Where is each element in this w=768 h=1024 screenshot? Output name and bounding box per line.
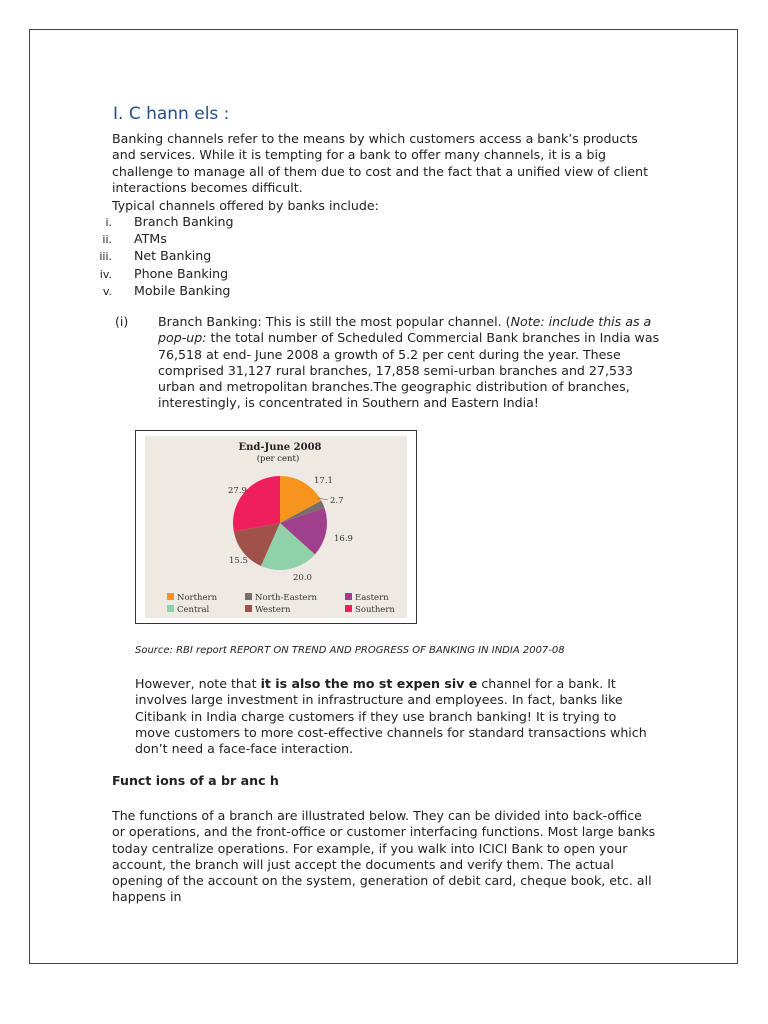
list-number: v. — [102, 284, 112, 298]
legend-label-southern: Southern — [355, 605, 395, 615]
intro-paragraph: Banking channels refer to the means by which customers access a bank’s products and services. While it is tempting for a bank to offer many channels, it is a big challenge to manage all of them due to cost and the fact that a unified view of client interactions becomes difficult. — [112, 131, 649, 195]
legend-swatch-north-eastern — [245, 593, 252, 600]
chart-source: Source: RBI report REPORT ON TREND AND PROGRESS OF BANKING IN INDIA 2007-08 — [135, 645, 565, 656]
list-label: ATMs — [134, 231, 167, 247]
list-number: iii. — [99, 250, 112, 264]
functions-paragraph: The functions of a branch are illustrated below. They can be divided into back-office or operations, and the front-office or customer interfacing functions. Most large banks today centralize operations. For example, if you walk into ICICI Bank to open your account, the branch will just accept the documents and verify them. The actual opening of the account on the system, generation of debit card, cheque book, etc. all happens in — [112, 808, 656, 905]
list-number: iv. — [99, 267, 112, 281]
legend-label-north-eastern: North-Eastern — [255, 593, 317, 603]
pie-label-central: 20.0 — [293, 573, 312, 583]
legend-label-central: Central — [177, 605, 210, 615]
typical-channels-label: Typical channels offered by banks include: — [112, 198, 379, 213]
chart-subtitle: (per cent) — [256, 454, 300, 464]
list-label: Phone Banking — [134, 265, 229, 281]
channel-list — [82, 214, 234, 300]
legend-label-eastern: Eastern — [355, 593, 389, 603]
branch-banking-body — [158, 314, 663, 412]
list-item — [82, 214, 234, 231]
legend-label-northern: Northern — [177, 593, 218, 603]
legend-swatch-northern — [167, 593, 174, 600]
legend-swatch-central — [167, 605, 174, 612]
legend-swatch-western — [245, 605, 252, 612]
legend-swatch-eastern — [345, 593, 352, 600]
list-label: Net Banking — [134, 248, 212, 264]
chart-title: End-June 2008 — [238, 442, 322, 453]
list-item — [82, 248, 234, 265]
pie-label-eastern: 16.9 — [334, 534, 353, 544]
list-item — [82, 266, 234, 283]
pie-label-southern: 27.9 — [228, 486, 247, 496]
list-number: i. — [105, 216, 112, 229]
paragraph-marker: (i) — [115, 314, 129, 329]
pie-label-northern: 17.1 — [314, 476, 333, 486]
cost-paragraph — [135, 676, 655, 757]
popup-note: Note: include this as a pop-up: — [158, 314, 652, 346]
cost-emphasis: it is also the mo st expen siv e — [260, 676, 478, 691]
pie-label-western: 15.5 — [229, 556, 248, 566]
list-item — [82, 283, 234, 300]
legend-label-western: Western — [255, 605, 291, 615]
list-label: Branch Banking — [134, 214, 234, 229]
cost-post-text: channel for a bank. It involves large investment in infrastructure and employees. In fact, banks like Citibank in India charge customers if they use branch banking! It is trying to move customers to more cost-effective channels for standard transactions which don’t need a face-face interaction. — [135, 676, 647, 757]
branch-rest-text: the total number of Scheduled Commercial Bank branches in India was 76,518 at end- June 2008 a growth of 5.2 per cent during the year. These comprised 31,127 rural branches, 17,858 semi-urban branches and 27,533 urban and metropolitan branches.The geographic distribution of branches, interestingly, is concentrated in Southern and Eastern India! — [158, 330, 660, 411]
functions-heading: Funct ions of a br anc h — [112, 773, 279, 788]
list-number: ii. — [102, 233, 112, 247]
pie-chart-figure — [135, 430, 417, 624]
section-heading: I. C hann els : — [113, 104, 230, 124]
pie-chart — [136, 431, 416, 623]
cost-pre-text: However, note that — [135, 676, 261, 691]
legend-swatch-southern — [345, 605, 352, 612]
pie-label-north-eastern: 2.7 — [330, 496, 344, 506]
branch-lead-text: Branch Banking: This is still the most popular channel. ( — [158, 314, 511, 329]
list-item — [82, 231, 234, 248]
list-label: Mobile Banking — [134, 282, 231, 298]
